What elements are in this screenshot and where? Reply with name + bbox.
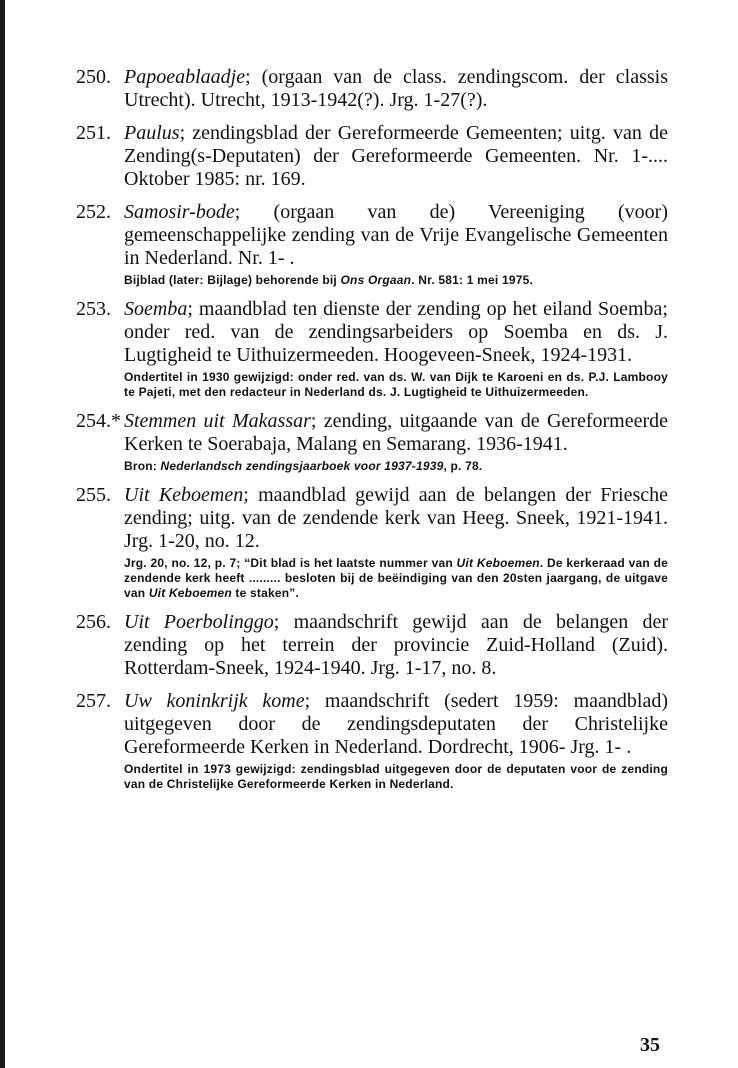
note-text: te staken”. [231,586,299,600]
entry-description: ; (orgaan van de class. zendingscom. der classis Utrecht). Utrecht, 1913-1942(?). Jrg. 1-27(?). [124,66,668,111]
entry-text [124,298,668,367]
note-italic: Nederlandsch zendingsjaarboek voor 1937-1939 [160,459,444,473]
entry-text [124,66,668,112]
note-text: Bron: [124,459,161,473]
entry-252 [76,201,668,288]
entry-257 [76,690,668,792]
entry-title: Uit Poerbolinggo [124,611,274,633]
note-text: Bijblad (later: Bijlage) behorende bij [124,273,341,287]
entry-title: Paulus [124,122,180,144]
entry-title: Uit Keboemen [124,484,244,506]
entry-title: Papoeablaadje [124,66,246,88]
entry-description: ; zendingsblad der Gereformeerde Gemeenten; uitg. van de Zending(s-Deputaten) der Gereformeerde Gemeenten. Nr. 1-.... Oktober 1985: nr. 169. [124,122,668,190]
entry-number: 255. [76,484,111,506]
entry-text [124,410,668,456]
entry-note [124,273,668,288]
entry-text [124,484,668,553]
entry-253 [76,298,668,400]
entry-title: Stemmen uit Makassar [124,410,311,432]
entry-251 [76,122,668,191]
entry-256 [76,611,668,680]
note-text: Ondertitel in 1973 gewijzigd: zendingsblad uitgegeven door de deputaten voor de zending van de Christelijke Gereformeerde Kerken in Nederland. [124,762,668,791]
page-edge-rule [0,0,5,1068]
note-text: Jrg. 20, no. 12, p. 7; “Dit blad is het laatste nummer van [124,556,457,570]
entry-note [124,370,668,400]
entry-255 [76,484,668,601]
page-number: 35 [640,1034,660,1056]
entry-number: 250. [76,66,111,88]
entry-title: Uw koninkrijk kome [124,690,305,712]
entry-number: 254.* [76,410,121,432]
entry-note [124,459,668,474]
entry-description: ; maandblad gewijd aan de belangen der Friesche zending; uitg. van de zendende kerk van Heeg. Sneek, 1921-1941. Jrg. 1-20, no. 12. [124,484,668,552]
entry-description: ; maandschrift gewijd aan de belangen der zending op het terrein der provincie Zuid-Holland (Zuid). Rotterdam-Sneek, 1924-1940. Jrg. 1-17, no. 8. [124,611,669,679]
entry-254 [76,410,668,474]
note-text: . Nr. 581: 1 mei 1975. [411,273,533,287]
entry-title: Soemba [124,298,188,320]
entry-description: ; maandschrift (sedert 1959: maandblad) uitgegeven door de zendingsdeputaten der Christelijke Gereformeerde Kerken in Nederland. Dordrecht, 1906- Jrg. 1- . [124,690,668,758]
entry-250 [76,66,668,112]
entry-number: 256. [76,611,111,633]
entry-description: ; (orgaan van de) Vereeniging (voor) gemeenschappelijke zending van de Vrije Evangelische Gemeenten in Nederland. Nr. 1- . [124,201,668,269]
entry-text [124,201,668,270]
note-text: , p. 78. [443,459,483,473]
entry-number: 252. [76,201,111,223]
note-text: Ondertitel in 1930 gewijzigd: onder red. van ds. W. van Dijk te Karoeni en ds. P.J. Lambooy te Pajeti, met den redacteur in Nederland ds. J. Lugtigheid te Uithuizermeeden. [124,370,668,399]
bibliography-page [76,66,668,802]
note-italic: Ons Orgaan [340,273,412,287]
entry-note [124,556,668,601]
note-text: . De kerkeraad van de zendende kerk heeft ......... besloten bij de beëindiging van den 20sten jaargang, de uitgave van [124,556,668,600]
entry-description: ; zending, uitgaande van de Gereformeerde Kerken te Soerabaja, Malang en Semarang. 1936-1941. [124,410,668,455]
entry-number: 257. [76,690,111,712]
note-italic: Uit Keboemen [148,586,232,600]
entry-description: ; maandblad ten dienste der zending op het eiland Soemba; onder red. van de zendingsarbeiders op Soemba en ds. J. Lugtigheid te Uithuizermeeden. Hoogeveen-Sneek, 1924-1931. [124,298,668,366]
entry-note [124,762,668,792]
entry-number: 253. [76,298,111,320]
entry-text [124,690,668,759]
note-italic: Uit Keboemen [456,556,540,570]
entry-text [124,611,668,680]
entry-number: 251. [76,122,111,144]
entry-title: Samosir-bode [124,201,235,223]
entry-text [124,122,668,191]
